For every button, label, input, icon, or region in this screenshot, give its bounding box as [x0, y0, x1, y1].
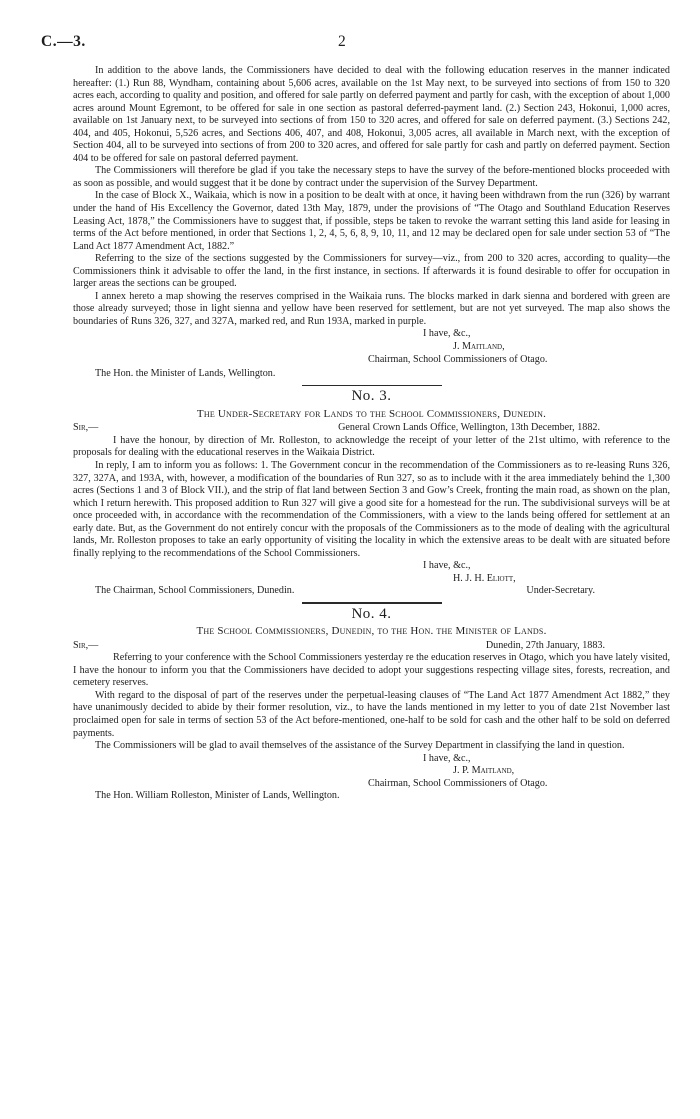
- letter-no-3: [73, 390, 670, 598]
- addressee: The Chairman, School Commissioners, Dunedin.: [95, 585, 295, 597]
- place-date: General Crown Lands Office, Wellington, 13th December, 1882.: [338, 422, 600, 434]
- letter-number: No. 4.: [351, 605, 392, 622]
- paragraph: The Commissioners will therefore be glad if you take the necessary steps to have the survey of the before-mentioned blocks proceeded with as soon as possible, and would suggest that it be done by contract under the supervision of the Survey Department.: [73, 165, 670, 189]
- letter-number: No. 3.: [351, 388, 392, 405]
- signature-block: [73, 328, 670, 366]
- letter-no-4: [73, 605, 670, 803]
- salutation-row: [73, 640, 670, 653]
- paragraph: Referring to the size of the sections suggested by the Commissioners for survey—viz., from 200 to 320 acres, according to quality—the Commissioners think it advisable to offer the land, in the first instance, in sections. If afterwards it is found desirable to offer for occupation in larger areas the sections can be grouped.: [73, 253, 670, 290]
- closing: I have, &c.,: [423, 752, 471, 764]
- closing: I have, &c.,: [423, 560, 471, 572]
- page-reference: C.—3.: [41, 33, 86, 50]
- paragraph: I have the honour, by direction of Mr. Rolleston, to acknowledge the receipt of your letter of the 21st ultimo, with reference to the proposals for dealing with the educational reserves in the Waikaia District.: [73, 434, 670, 459]
- section-divider: [302, 602, 442, 604]
- salutation-row: [73, 422, 670, 435]
- letter-title: The School Commissioners, Dunedin, to the Hon. the Minister of Lands.: [196, 625, 547, 638]
- paragraph: With regard to the disposal of part of the reserves under the perpetual-leasing clauses of “The Land Act 1877 Amendment Act 1882,” they have unanimously decided to abide by their former resolution, viz., to have the lands mentioned in my letter to you of date 21st November last proclaimed open for sale in terms of section 53 of the Act before-mentioned, one-half to be sold for cash and the other half to be sold on deferred payments.: [73, 689, 670, 739]
- document-body: [73, 65, 670, 803]
- paragraph: Referring to your conference with the School Commissioners yesterday re the education reserves in Otago, which you have lately visited, I have the honour to inform you that the Commissioners have decided to adopt your suggestions respecting village sites, forests, recreation, and cemetery reserves.: [73, 652, 670, 689]
- letter-title: The Under-Secretary for Lands to the School Commissioners, Dunedin.: [196, 407, 547, 420]
- addressee: The Hon. William Rolleston, Minister of Lands, Wellington.: [95, 790, 340, 802]
- signer-title: Under-Secretary.: [526, 585, 595, 597]
- paragraph: In addition to the above lands, the Commissioners have decided to deal with the following education reserves in the manner indicated hereafter: (1.) Run 88, Wyndham, containing about 5,606 acres, available on the 1st May next, to be surveyed into sections of from 150 to 320 acres each, according to quality and position, and offered for sale partly on deferred payment and partly for cash, with the exception of about 1,000 acres around Mount Egremont, to be offered for sale in one section as pastoral deferred-payment land. (2.) Section 243, Hokonui, 1,000 acres, available on 1st January next, to be surveyed into sections of from 150 to 320 acres, and offered for sale on deferred payment. (3.) Sections 242, 404, and 405, Hokonui, 5,526 acres, and Sections 406, 407, and 408, Hokonui, 3,005 acres, all available in March next, with the exception of Section 404, all to be surveyed into sections of from 200 to 320 acres, and offered for sale partly for cash and partly on deferred payment. Section 404 to be offered for sale on pastoral deferred payment.: [73, 65, 670, 164]
- signer-name: H. J. H. Eliott,: [453, 572, 516, 584]
- paragraph: I annex hereto a map showing the reserves comprised in the Waikaia runs. The blocks marked in dark sienna and bordered with green are those already surveyed; those in light sienna and yellow have been reserved for settlement, but are not yet surveyed. The map also shows the boundaries of Runs 326, 327, and 327A, marked red, and Run 193A, marked in purple.: [73, 290, 670, 327]
- place-date: Dunedin, 27th January, 1883.: [485, 639, 605, 651]
- letter-continuation: [73, 65, 670, 381]
- paragraph: The Commissioners will be glad to avail themselves of the assistance of the Survey Department in classifying the land in question.: [95, 740, 625, 752]
- salutation: Sir,—: [73, 639, 99, 651]
- paragraph: In the case of Block X., Waikaia, which is now in a position to be dealt with at once, it having been withdrawn from the run (326) by warrant under the hand of His Excellency the Governor, dated 13th May, 1879, under the provisions of “The Otago and Southland Education Reserves Leasing Act, 1878,” the Commissioners have to suggest that, if possible, steps be taken to revoke the warrant setting this land aside for leasing in terms of the Act before mentioned, in order that Sections 1, 2, 4, 5, 6, 8, 9, 10, 11, and 12 may be declared open for sale under section 53 of “The Land Act 1877 Amendment Act, 1882.”: [73, 190, 670, 252]
- signer-title: Chairman, School Commissioners of Otago.: [368, 777, 548, 789]
- signer-name: J. Maitland,: [453, 341, 505, 353]
- signer-name: J. P. Maitland,: [453, 765, 515, 777]
- signature-block: [73, 753, 670, 791]
- section-divider: [302, 385, 442, 387]
- addressee-row: [73, 585, 670, 598]
- page-number: 2: [338, 33, 346, 50]
- salutation: Sir,—: [73, 422, 99, 434]
- addressee: The Hon. the Minister of Lands, Wellington.: [95, 368, 276, 380]
- paragraph: In reply, I am to inform you as follows: 1. The Government concur in the recommendation of the Commissioners as to re-leasing Runs 326, 327, 327A, and 193A, with, however, a modification of the boundaries of Run 327, so as to include with it the area immediately behind the 1,300 acres (Sections 1 and 3 of Block VII.), and the strip of flat land between Section 3 and Gow’s Creek, fronting the main road, as shown on the plan, which I return herewith. This proposed addition to Run 327 will give a good site for a homestead for the run. The subdivisional surveys will be at once proceeded with, in accordance with the recommendation of the Commissioners, with a view to the lands being offered for settlement at an early date. But, as the Government do not entirely concur with the proposals of the Commissioners as to the mode of dealing with the agricultural lands, Mr. Rolleston proposes to take an early opportunity of visiting the locality in which the extensive areas to be dealt with are situated before finally replying to the recommendations of the School Commissioners.: [73, 460, 670, 559]
- closing: I have, &c.,: [423, 328, 471, 340]
- signature-block: [73, 560, 670, 585]
- signer-title: Chairman, School Commissioners of Otago.: [368, 353, 548, 365]
